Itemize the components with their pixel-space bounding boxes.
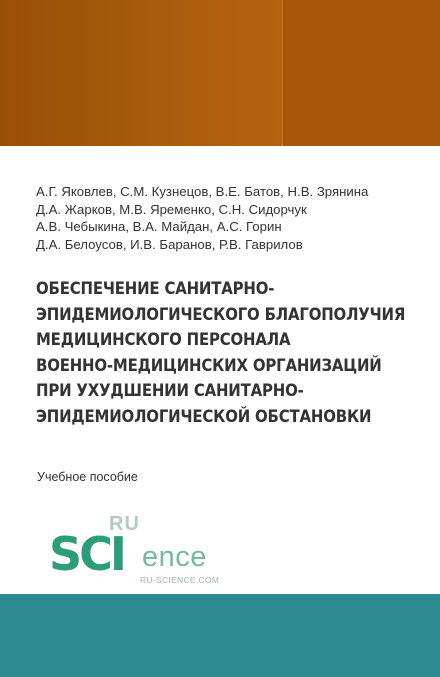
top-band-panel	[282, 0, 440, 146]
publisher-logo	[49, 513, 249, 593]
logo-sci-text: SCI	[49, 527, 125, 581]
logo-ence-text: ence	[142, 541, 207, 573]
title-line: ЭПИДЕМИОЛОГИЧЕСКОЙ ОБСТАНОВКИ	[36, 406, 372, 426]
title-line: ВОЕННО-МЕДИЦИНСКИХ ОРГАНИЗАЦИЙ	[36, 355, 382, 375]
author-line: А.Г. Яковлев, С.М. Кузнецов, В.Е. Батов, Н.В. Зрянина	[36, 184, 369, 199]
title-line: МЕДИЦИНСКОГО ПЕРСОНАЛА	[36, 330, 291, 349]
author-line: А.В. Чебыкина, В.А. Майдан, А.С. Горин	[36, 219, 282, 234]
title-line: ЭПИДЕМИОЛОГИЧЕСКОГО БЛАГОПОЛУЧИЯ	[36, 304, 406, 324]
author-line: Д.А. Жарков, М.В. Яременко, С.Н. Сидорчук	[36, 201, 307, 217]
top-color-band	[0, 0, 440, 146]
authors-block	[36, 183, 416, 253]
title-line: ОБЕСПЕЧЕНИЕ САНИТАРНО-	[36, 279, 275, 298]
bottom-color-band	[0, 594, 440, 677]
book-title	[36, 276, 406, 429]
logo-url-text: RU-SCIENCE.COM	[140, 575, 220, 585]
edition-label: Учебное пособие	[37, 470, 138, 484]
logo-ru-text: RU	[109, 513, 140, 535]
author-line: Д.А. Белоусов, И.В. Баранов, Р.В. Гаврилов	[36, 236, 303, 252]
title-line: ПРИ УХУДШЕНИИ САНИТАРНО-	[36, 381, 304, 400]
top-divider	[0, 146, 440, 152]
